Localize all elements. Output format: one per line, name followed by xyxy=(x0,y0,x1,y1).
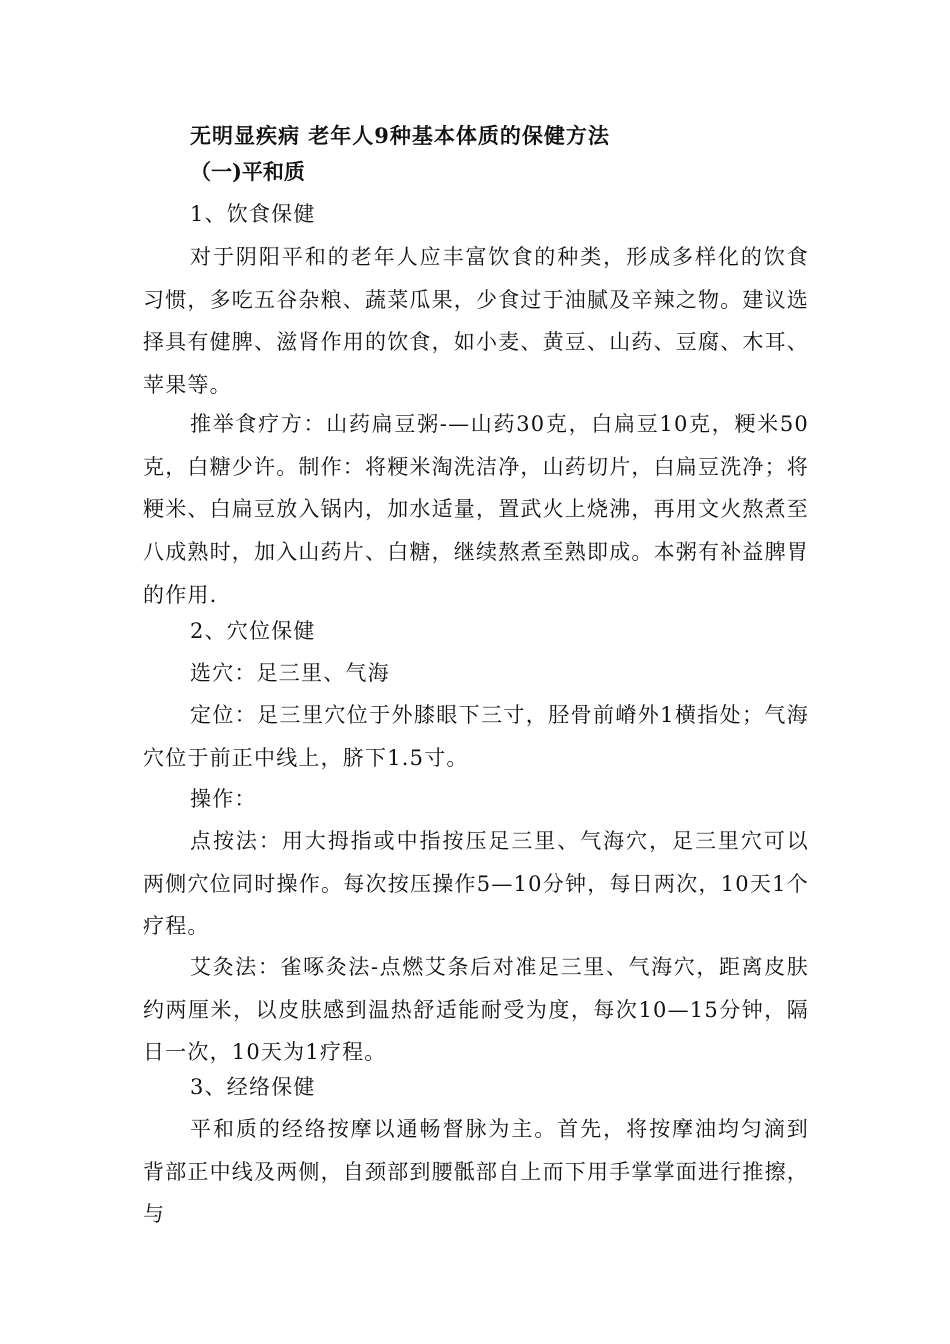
subheading-diet: 1、饮食保健 xyxy=(190,202,316,226)
section-heading: （一)平和质 xyxy=(190,159,305,184)
paragraph-moxibustion: 艾灸法：雀啄灸法-点燃艾条后对准足三里、气海穴，距离皮肤约两厘米，以皮肤感到温热舒适能耐受为度，每次10—15分钟，隔日一次，10天为1疗程。 xyxy=(143,955,809,1065)
document-title: 无明显疾病 老年人9种基本体质的保健方法 xyxy=(190,123,610,148)
paragraph-press-method: 点按法：用大拇指或中指按压足三里、气海穴，足三里穴可以两侧穴位同时操作。每次按压操作5—10分钟，每日两次，10天1个疗程。 xyxy=(143,829,809,939)
paragraph-meridian: 平和质的经络按摩以通畅督脉为主。首先，将按摩油均匀滴到背部正中线及两侧，自颈部到腰骶部自上而下用手掌掌面进行推擦，与 xyxy=(143,1117,809,1227)
paragraph-points: 选穴：足三里、气海 xyxy=(190,661,390,685)
paragraph-location: 定位：足三里穴位于外膝眼下三寸，胫骨前嵴外1横指处；气海穴位于前正中线上，脐下1.5寸。 xyxy=(143,703,809,770)
subheading-acupoint: 2、穴位保健 xyxy=(190,619,316,643)
paragraph-operation: 操作： xyxy=(190,787,257,811)
subheading-meridian: 3、经络保健 xyxy=(190,1075,316,1099)
paragraph-diet: 对于阴阳平和的老年人应丰富饮食的种类，形成多样化的饮食习惯，多吃五谷杂粮、蔬菜瓜果，少食过于油腻及辛辣之物。建议选择具有健脾、滋肾作用的饮食，如小麦、黄豆、山药、豆腐、木耳、苹果等。 xyxy=(143,245,809,398)
paragraph-recipe: 推举食疗方：山药扁豆粥-—山药30克，白扁豆10克，粳米50克，白糖少许。制作：将粳米淘洗洁净，山药切片，白扁豆洗净；将粳米、白扁豆放入锅内，加水适量，置武火上烧沸，再用文火熬煮至八成熟时，加入山药片、白糖，继续熬煮至熟即成。本粥有补益脾胃的作用. xyxy=(143,412,809,607)
